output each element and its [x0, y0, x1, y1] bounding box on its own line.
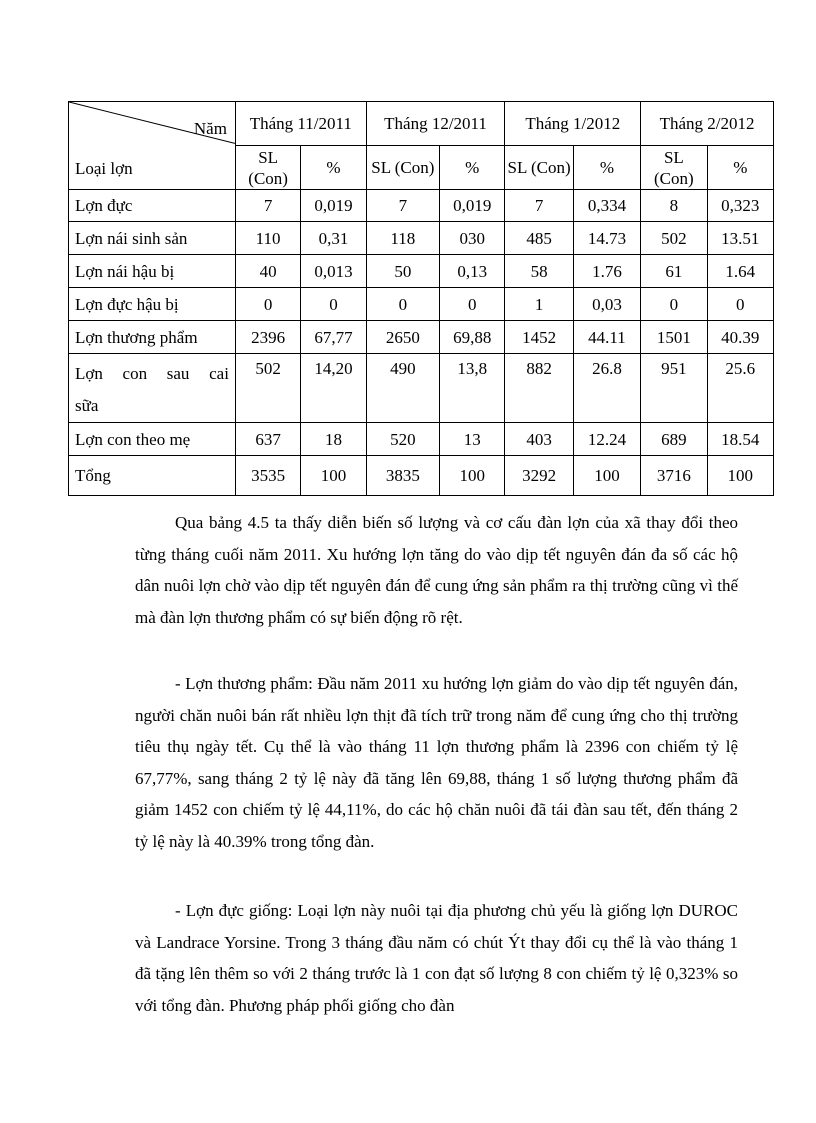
table-cell: 110 [235, 222, 300, 255]
table-cell: 13.51 [707, 222, 773, 255]
table-cell: 18 [301, 423, 366, 456]
table-cell: 0,013 [301, 255, 366, 288]
table-cell: 1.64 [707, 255, 773, 288]
row-label: Lợn thương phẩm [69, 321, 236, 354]
table-cell: 3716 [641, 456, 707, 496]
header-month-4: Tháng 2/2012 [641, 102, 774, 146]
table-cell: 1452 [505, 321, 573, 354]
table-cell: 3292 [505, 456, 573, 496]
table-cell: 12.24 [573, 423, 640, 456]
header-sl: SL (Con) [641, 146, 707, 190]
table-cell: 67,77 [301, 321, 366, 354]
paragraph-summary [135, 507, 738, 633]
table-cell: 882 [505, 354, 573, 423]
table-cell: 0,323 [707, 190, 773, 222]
table-cell: 637 [235, 423, 300, 456]
header-month-2: Tháng 12/2011 [366, 102, 505, 146]
table-cell: 485 [505, 222, 573, 255]
header-sl: SL (Con) [366, 146, 439, 190]
table-cell: 44.11 [573, 321, 640, 354]
table-cell: 3535 [235, 456, 300, 496]
row-label-line: sữa [75, 396, 99, 415]
row-label: Lợn nái hậu bị [69, 255, 236, 288]
paragraph-commercial-pigs [135, 668, 738, 858]
table-cell: 26.8 [573, 354, 640, 423]
corner-year-label: Năm [193, 119, 227, 138]
corner-type-label: Loại lợn [75, 159, 133, 178]
table-row [69, 222, 774, 255]
table-row [69, 288, 774, 321]
row-label: Lợn đực [69, 190, 236, 222]
table-cell: 0 [366, 288, 439, 321]
header-pct: % [301, 146, 366, 190]
table-cell: 689 [641, 423, 707, 456]
table-cell: 40.39 [707, 321, 773, 354]
livestock-table [68, 101, 774, 496]
table-cell: 7 [505, 190, 573, 222]
table-cell: 0,019 [440, 190, 505, 222]
header-month-3: Tháng 1/2012 [505, 102, 641, 146]
table-cell: 951 [641, 354, 707, 423]
table-cell: 502 [641, 222, 707, 255]
table-row [69, 354, 774, 423]
table-cell: 100 [573, 456, 640, 496]
row-label: Lợn nái sinh sản [69, 222, 236, 255]
paragraph-breeding-boars [135, 895, 738, 1021]
table-cell: 502 [235, 354, 300, 423]
header-month-1: Tháng 11/2011 [235, 102, 366, 146]
table-cell: 13,8 [440, 354, 505, 423]
table-cell: 0 [641, 288, 707, 321]
row-label: Lợn đực hậu bị [69, 288, 236, 321]
table-total-row [69, 456, 774, 496]
table-cell: 1 [505, 288, 573, 321]
table-cell: 8 [641, 190, 707, 222]
table-cell: 030 [440, 222, 505, 255]
paragraph-text: - Lợn thương phẩm: Đầu năm 2011 xu hướng lợn giảm do vào dịp tết nguyên đán, người chăn nuôi bán rất nhiều lợn thịt đã tích trữ trong năm để cung ứng cho thị trường tiêu thụ ngày tết. Cụ thể là vào tháng 11 lợn thương phẩm là 2396 con chiếm tỷ lệ 67,77%, sang tháng 2 tỷ lệ này đã tăng lên 69,88, tháng 1 số lượng thương phẩm đã giảm 1452 con chiếm tỷ lệ 44,11%, do các hộ chăn nuôi đã tái đàn sau tết, đến tháng 2 tỷ lệ này là 40.39% trong tổng đàn. [135, 674, 738, 851]
table-cell: 520 [366, 423, 439, 456]
table-cell: 18.54 [707, 423, 773, 456]
header-pct: % [573, 146, 640, 190]
header-sl: SL (Con) [505, 146, 573, 190]
table-cell: 7 [366, 190, 439, 222]
table-row [69, 190, 774, 222]
table-cell: 25.6 [707, 354, 773, 423]
table-cell: 118 [366, 222, 439, 255]
paragraph-text: Qua bảng 4.5 ta thấy diễn biến số lượng và cơ cấu đàn lợn của xã thay đổi theo từng tháng cuối năm 2011. Xu hướng lợn tăng do vào dịp tết nguyên đán đa số các hộ dân nuôi lợn chờ vào dịp tết nguyên đán để cung ứng sản phẩm ra thị trường cũng vì thế mà đàn lợn thương phẩm có sự biến động rõ rệt. [135, 513, 738, 627]
table-cell: 100 [440, 456, 505, 496]
row-label: Tổng [69, 456, 236, 496]
table-cell: 13 [440, 423, 505, 456]
table-cell: 100 [301, 456, 366, 496]
row-label [69, 354, 236, 423]
table-row [69, 423, 774, 456]
table-cell: 2650 [366, 321, 439, 354]
table-corner-cell [69, 102, 236, 190]
table-cell: 490 [366, 354, 439, 423]
table-cell: 61 [641, 255, 707, 288]
header-pct: % [707, 146, 773, 190]
table-cell: 1.76 [573, 255, 640, 288]
table-cell: 0,03 [573, 288, 640, 321]
table-cell: 403 [505, 423, 573, 456]
row-label: Lợn con theo mẹ [69, 423, 236, 456]
table-cell: 69,88 [440, 321, 505, 354]
row-label-line: Lợn con sau cai [75, 364, 229, 383]
paragraph-text: - Lợn đực giống: Loại lợn này nuôi tại địa phương chủ yếu là giống lợn DUROC và Landrace Yorsine. Trong 3 tháng đầu năm có chút Ýt thay đổi cụ thể là vào tháng 1 đã tặng lên thêm so với 2 tháng trước là 1 con đạt số lượng 8 con chiếm tỷ lệ 0,323% so với tổng đàn. Phương pháp phối giống cho đàn [135, 901, 738, 1015]
table-cell: 100 [707, 456, 773, 496]
table-cell: 0,13 [440, 255, 505, 288]
table-cell: 0 [301, 288, 366, 321]
header-pct: % [440, 146, 505, 190]
table-cell: 0,334 [573, 190, 640, 222]
table-cell: 14.73 [573, 222, 640, 255]
table-cell: 40 [235, 255, 300, 288]
table-cell: 2396 [235, 321, 300, 354]
header-sl: SL (Con) [235, 146, 300, 190]
table-cell: 0 [235, 288, 300, 321]
table-cell: 0,019 [301, 190, 366, 222]
table-cell: 0,31 [301, 222, 366, 255]
table-cell: 1501 [641, 321, 707, 354]
table-cell: 7 [235, 190, 300, 222]
table-cell: 0 [440, 288, 505, 321]
table-cell: 3835 [366, 456, 439, 496]
table-row [69, 321, 774, 354]
table-cell: 58 [505, 255, 573, 288]
table-row [69, 255, 774, 288]
table-header-row-months [69, 102, 774, 146]
table-cell: 50 [366, 255, 439, 288]
table-cell: 14,20 [301, 354, 366, 423]
table-cell: 0 [707, 288, 773, 321]
